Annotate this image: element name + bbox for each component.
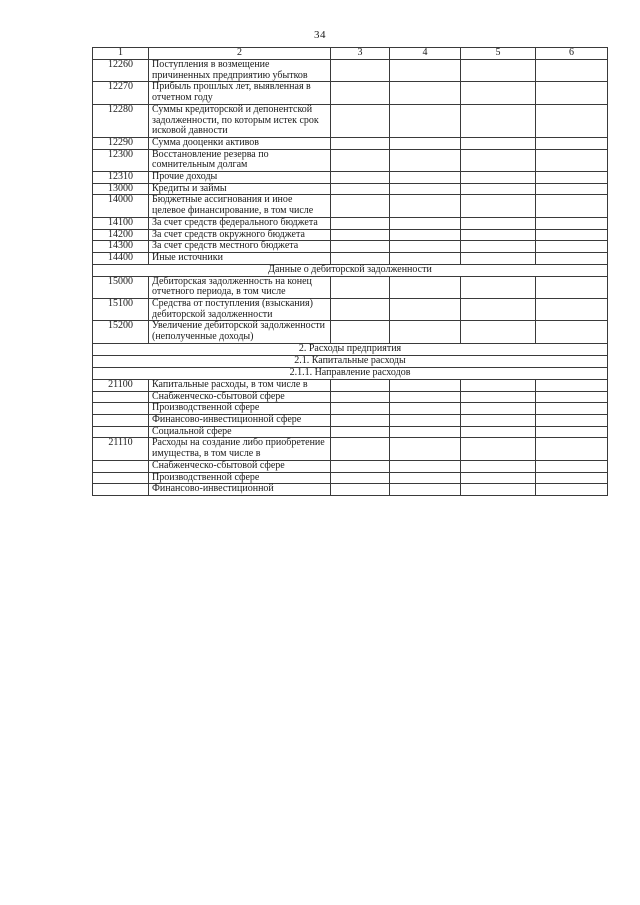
value-cell-col-6 [536, 82, 608, 104]
row-name: Средства от поступления (взыскания) дебиторской задолженности [149, 299, 331, 321]
row-name: Бюджетные ассигнования и иное целевое финансирование, в том числе [149, 195, 331, 217]
value-cell-col-5 [461, 60, 536, 82]
value-cell-col-6 [536, 229, 608, 241]
page-number: 34 [314, 29, 326, 41]
value-cell-col-5 [461, 484, 536, 496]
value-cell-col-5 [461, 460, 536, 472]
value-cell-col-4 [390, 276, 461, 298]
value-cell-col-6 [536, 391, 608, 403]
table-row [93, 104, 608, 137]
value-cell-col-5 [461, 229, 536, 241]
value-cell-col-4 [390, 241, 461, 253]
table-row [93, 472, 608, 484]
row-code [93, 414, 149, 426]
row-code: 21110 [93, 438, 149, 460]
value-cell-col-6 [536, 137, 608, 149]
value-cell-col-5 [461, 276, 536, 298]
row-code: 14100 [93, 217, 149, 229]
row-code: 14000 [93, 195, 149, 217]
value-cell-col-4 [390, 438, 461, 460]
value-cell-col-3 [331, 414, 390, 426]
financial-report-table [92, 47, 608, 496]
value-cell-col-5 [461, 403, 536, 415]
row-name: Прочие доходы [149, 172, 331, 184]
value-cell-col-5 [461, 438, 536, 460]
value-cell-col-3 [331, 426, 390, 438]
value-cell-col-3 [331, 149, 390, 171]
value-cell-col-4 [390, 104, 461, 137]
row-code: 15100 [93, 299, 149, 321]
section-header-row [93, 264, 608, 276]
value-cell-col-4 [390, 82, 461, 104]
value-cell-col-3 [331, 276, 390, 298]
value-cell-col-5 [461, 472, 536, 484]
section-title: 2. Расходы предприятия [93, 343, 608, 355]
value-cell-col-6 [536, 321, 608, 343]
row-name: Социальной сфере [149, 426, 331, 438]
value-cell-col-5 [461, 183, 536, 195]
value-cell-col-4 [390, 149, 461, 171]
value-cell-col-3 [331, 252, 390, 264]
table-row [93, 438, 608, 460]
value-cell-col-4 [390, 299, 461, 321]
value-cell-col-6 [536, 252, 608, 264]
value-cell-col-5 [461, 299, 536, 321]
value-cell-col-6 [536, 172, 608, 184]
table-row [93, 217, 608, 229]
table-row [93, 484, 608, 496]
value-cell-col-3 [331, 229, 390, 241]
value-cell-col-3 [331, 82, 390, 104]
row-name: Производственной сфере [149, 472, 331, 484]
value-cell-col-4 [390, 172, 461, 184]
row-code: 15000 [93, 276, 149, 298]
value-cell-col-5 [461, 104, 536, 137]
column-header-3: 3 [331, 48, 390, 60]
row-name: За счет средств окружного бюджета [149, 229, 331, 241]
value-cell-col-4 [390, 252, 461, 264]
row-code: 12270 [93, 82, 149, 104]
value-cell-col-3 [331, 403, 390, 415]
column-header-4: 4 [390, 48, 461, 60]
value-cell-col-3 [331, 321, 390, 343]
value-cell-col-3 [331, 172, 390, 184]
row-code: 12280 [93, 104, 149, 137]
row-code: 15200 [93, 321, 149, 343]
value-cell-col-3 [331, 472, 390, 484]
value-cell-col-3 [331, 183, 390, 195]
row-name: Кредиты и займы [149, 183, 331, 195]
value-cell-col-6 [536, 241, 608, 253]
value-cell-col-6 [536, 276, 608, 298]
value-cell-col-6 [536, 472, 608, 484]
section-title: Данные о дебиторской задолженности [93, 264, 608, 276]
row-code [93, 460, 149, 472]
value-cell-col-5 [461, 195, 536, 217]
table-row [93, 426, 608, 438]
value-cell-col-3 [331, 60, 390, 82]
row-code [93, 426, 149, 438]
value-cell-col-6 [536, 379, 608, 391]
value-cell-col-6 [536, 60, 608, 82]
row-name: Поступления в возмещение причиненных предприятию убытков [149, 60, 331, 82]
value-cell-col-5 [461, 414, 536, 426]
row-name: Суммы кредиторской и депонентской задолженности, по которым истек срок исковой давности [149, 104, 331, 137]
table-row [93, 391, 608, 403]
row-name: Снабженческо-сбытовой сфере [149, 391, 331, 403]
value-cell-col-3 [331, 217, 390, 229]
value-cell-col-4 [390, 484, 461, 496]
value-cell-col-3 [331, 104, 390, 137]
value-cell-col-6 [536, 438, 608, 460]
row-code: 14400 [93, 252, 149, 264]
value-cell-col-4 [390, 472, 461, 484]
row-code [93, 391, 149, 403]
table-row [93, 252, 608, 264]
value-cell-col-4 [390, 379, 461, 391]
value-cell-col-4 [390, 321, 461, 343]
table-row [93, 60, 608, 82]
value-cell-col-5 [461, 137, 536, 149]
row-code: 13000 [93, 183, 149, 195]
table-row [93, 414, 608, 426]
row-name: Капитальные расходы, в том числе в [149, 379, 331, 391]
value-cell-col-4 [390, 391, 461, 403]
value-cell-col-4 [390, 60, 461, 82]
value-cell-col-6 [536, 484, 608, 496]
table-row [93, 82, 608, 104]
section-title: 2.1. Капитальные расходы [93, 355, 608, 367]
table-row [93, 403, 608, 415]
value-cell-col-3 [331, 438, 390, 460]
row-code [93, 403, 149, 415]
value-cell-col-3 [331, 299, 390, 321]
value-cell-col-3 [331, 137, 390, 149]
value-cell-col-3 [331, 484, 390, 496]
value-cell-col-5 [461, 391, 536, 403]
value-cell-col-6 [536, 195, 608, 217]
row-code: 12260 [93, 60, 149, 82]
row-code: 14200 [93, 229, 149, 241]
value-cell-col-6 [536, 299, 608, 321]
row-name: Увеличение дебиторской задолженности (неполученные доходы) [149, 321, 331, 343]
value-cell-col-5 [461, 379, 536, 391]
value-cell-col-4 [390, 403, 461, 415]
value-cell-col-4 [390, 460, 461, 472]
value-cell-col-6 [536, 104, 608, 137]
value-cell-col-5 [461, 321, 536, 343]
value-cell-col-4 [390, 137, 461, 149]
value-cell-col-3 [331, 460, 390, 472]
value-cell-col-3 [331, 391, 390, 403]
column-header-name: 2 [149, 48, 331, 60]
table-body [93, 60, 608, 496]
value-cell-col-5 [461, 217, 536, 229]
row-code [93, 484, 149, 496]
value-cell-col-3 [331, 195, 390, 217]
section-header-row [93, 367, 608, 379]
row-name: Финансово-инвестиционной [149, 484, 331, 496]
row-name: Финансово-инвестиционной сфере [149, 414, 331, 426]
row-name: Прибыль прошлых лет, выявленная в отчетном году [149, 82, 331, 104]
value-cell-col-4 [390, 229, 461, 241]
value-cell-col-3 [331, 241, 390, 253]
column-header-6: 6 [536, 48, 608, 60]
value-cell-col-5 [461, 149, 536, 171]
value-cell-col-6 [536, 426, 608, 438]
row-code [93, 472, 149, 484]
table-row [93, 137, 608, 149]
table-row [93, 321, 608, 343]
row-name: За счет средств местного бюджета [149, 241, 331, 253]
value-cell-col-4 [390, 183, 461, 195]
table-row [93, 299, 608, 321]
value-cell-col-6 [536, 403, 608, 415]
table-row [93, 379, 608, 391]
value-cell-col-6 [536, 183, 608, 195]
row-name: Дебиторская задолженность на конец отчетного периода, в том числе [149, 276, 331, 298]
section-header-row [93, 355, 608, 367]
value-cell-col-6 [536, 217, 608, 229]
value-cell-col-5 [461, 426, 536, 438]
column-header-5: 5 [461, 48, 536, 60]
table-row [93, 276, 608, 298]
value-cell-col-5 [461, 241, 536, 253]
row-name: Снабженческо-сбытовой сфере [149, 460, 331, 472]
value-cell-col-4 [390, 426, 461, 438]
row-code: 12310 [93, 172, 149, 184]
value-cell-col-4 [390, 414, 461, 426]
section-header-row [93, 343, 608, 355]
table-row [93, 172, 608, 184]
value-cell-col-3 [331, 379, 390, 391]
table-row [93, 460, 608, 472]
row-name: Производственной сфере [149, 403, 331, 415]
table-row [93, 183, 608, 195]
table-row [93, 195, 608, 217]
value-cell-col-5 [461, 82, 536, 104]
table-row [93, 229, 608, 241]
row-name: Расходы на создание либо приобретение имущества, в том числе в [149, 438, 331, 460]
value-cell-col-4 [390, 217, 461, 229]
row-name: За счет средств федерального бюджета [149, 217, 331, 229]
row-code: 12300 [93, 149, 149, 171]
section-title: 2.1.1. Направление расходов [93, 367, 608, 379]
row-code: 12290 [93, 137, 149, 149]
value-cell-col-6 [536, 414, 608, 426]
value-cell-col-4 [390, 195, 461, 217]
row-name: Иные источники [149, 252, 331, 264]
value-cell-col-6 [536, 460, 608, 472]
column-number-row [93, 48, 608, 60]
row-code: 21100 [93, 379, 149, 391]
value-cell-col-5 [461, 172, 536, 184]
value-cell-col-5 [461, 252, 536, 264]
row-name: Восстановление резерва по сомнительным долгам [149, 149, 331, 171]
table-row [93, 149, 608, 171]
row-code: 14300 [93, 241, 149, 253]
table-row [93, 241, 608, 253]
row-name: Сумма дооценки активов [149, 137, 331, 149]
value-cell-col-6 [536, 149, 608, 171]
column-header-code: 1 [93, 48, 149, 60]
